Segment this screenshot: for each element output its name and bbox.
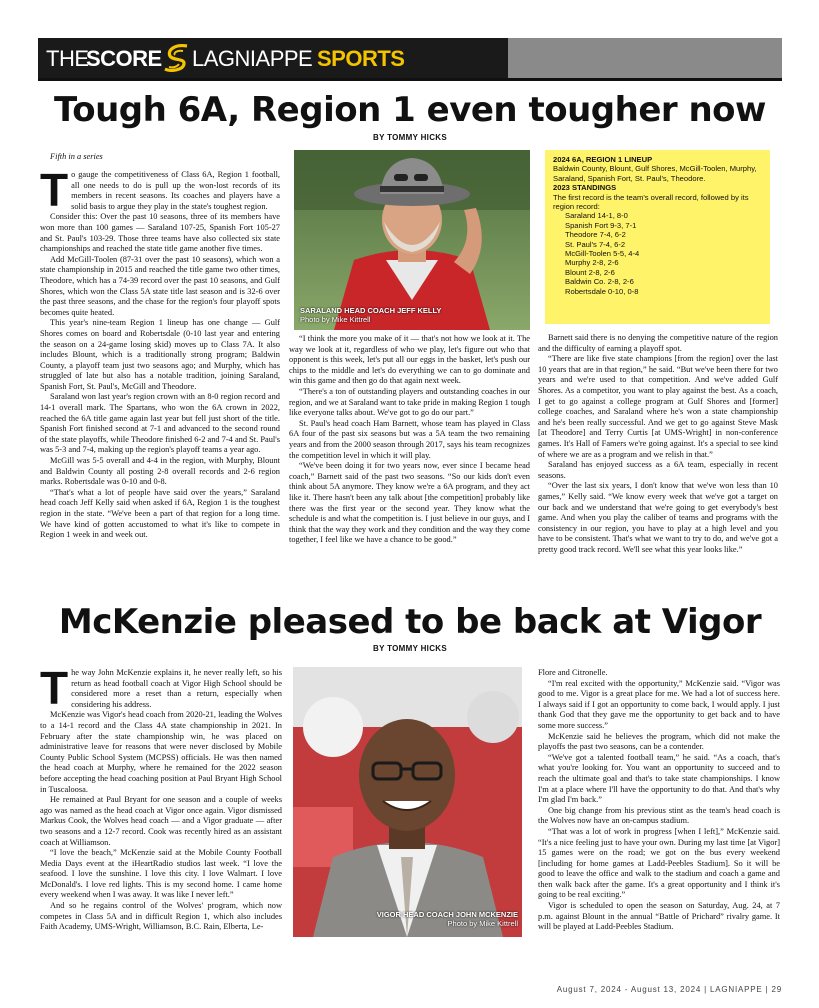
sidebar-lineup-text: Baldwin County, Blount, Gulf Shores, McGill-Toolen, Murphy, Saraland, Spanish Fort, St. Paul's, Theodore. (553, 164, 757, 183)
article2-paragraph: Flore and Citronelle. (538, 668, 608, 677)
article1-column-1 (40, 164, 280, 541)
photo1-credit: Photo by Mike Kittrell (300, 315, 371, 324)
article1-paragraph: This year's nine-team Region 1 lineup has one change — Gulf Shores comes on board and Robertsdale (0-10 last year and entering the season on a 24-game losing skid) moves up to Class 7A. It also includes Blount, which is a traditionally strong program; Baldwin County, a playoff team just two seasons ago; and Murphy, which has struggled of late but also has a notable tradition, joining Saraland, Spanish Fort, St. Paul's, McGill and Theodore. (40, 318, 280, 391)
standings-row: Murphy 2-8, 2-6 (565, 258, 619, 268)
article2-byline: BY TOMMY HICKS (373, 644, 447, 653)
sidebar-heading-lineup: 2024 6A, REGION 1 LINEUP (553, 155, 653, 164)
coach-mckenzie-illustration (293, 667, 522, 937)
photo-john-mckenzie (293, 667, 522, 937)
article1-paragraph: Saraland won last year's region crown with an 8-0 region record and 14-1 overall mark. The Spartans, who won the 6A crown in 2022, reached the 6A title game again last year but fell just short of the title. Spanish Fort finished second at 7-1 and advanced to the second round of the state playoffs, while Theodore finished 6-2 and 7-4 and St. Paul's was 5-3 and 7-4, making up the region's playoff teams a year ago. (40, 392, 280, 455)
article1-paragraph: “Over the last six years, I don't know that we've won less than 10 games,” Kelly said. “We know every week that we've got a target on our back and we understand that we're going to get everybody's best game. And when you play the caliber of teams and programs with the consistency in our region, you have to play at a high level and you have to be consistent. That's what we want to try to do, and we've got a pretty good track record. We'll see what this year looks like.” (538, 481, 778, 554)
article2-paragraph: he way John McKenzie explains it, he never really left, so his return as head football coach at Vigor High School should be considered more a reset than a return, especially when considering his address. (71, 668, 282, 709)
article1-headline: Tough 6A, Region 1 even tougher now (54, 90, 766, 130)
article2-paragraph: He remained at Paul Bryant for one season and a couple of weeks ago was named as the head coach at Vigor once again. Vigor dismissed Markus Cook, the Wolves head coach — and a Vigor graduate — after two seasons and a 12-7 record. Cook was recently hired as an assistant coach at Williamson. (40, 795, 282, 847)
article2-paragraph: “We've got a talented football team,” he said. “As a coach, that's what you're looking for. You want an opportunity to succeed and to reach the ultimate goal and that's to take state championships. I know I'm at a place where I'll have the opportunity to do that. And that's why I'm glad I'm back.” (538, 752, 780, 805)
photo1-caption (300, 306, 441, 324)
masthead-underline (38, 78, 782, 81)
article2-paragraph: McKenzie was Vigor's head coach from 2020-21, leading the Wolves to a 14-1 record and the Class 4A state championship in 2021. In February after the state championship win, he was placed on administrative leave for reasons that were never disclosed by Mobile County Public School System (MCPSS) officials. He was then named the head coach at Murphy, where he remained for the 2022 season before accepting the head coaching position at Paul Bryant High School in Tuscaloosa. (40, 710, 282, 794)
standings-row: St. Paul's 7-4, 6-2 (565, 239, 626, 249)
article1-paragraph: “I think the more you make of it — that's not how we look at it. The way we look at it, regardless of who we play, let's figure out who that opponent is this week, let's put all our eggs in the basket, let's push our chips to the middle and let's do everything we can to go dominate and win this game and then go do that again next week. (289, 334, 530, 386)
standings-row: Saraland 14-1, 8-0 (565, 211, 628, 221)
article1-column-2 (289, 334, 530, 546)
lagniappe-swirl-logo-icon (161, 42, 191, 76)
article1-paragraph: “There are like five state champions [from the region] over the last 10 years that are in that region,” he said. “But we've been there for two years and we're used to that competition. And we've added Gulf Shores. As a competitor, you want to play against the best. As a coach, I get to go against a college program at Gulf Shores and [former] college coaches, and Saraland where he's won a state championship and he's been really successful. And we get to go against Steve Mask [at Theodore] and Terry Curtis [at UMS-Wright] in non-conference games. It's Hall of Famers we're going against. It's a special to see kind of where we are as a program and we relish in that.” (538, 354, 778, 459)
article1-paragraph: Add McGill-Toolen (87-31 over the past 10 seasons), which won a state championship in 2015 and reached the title game two other times, Theodore, which has a 74-39 record over the past 10 seasons, and Gulf Shores, which won the Class 5A state title last season and is 32-6 over the past three seasons, and the chase for the region's four playoff spots becomes quite heated. (40, 254, 280, 317)
masthead-sports: SPORTS (317, 46, 405, 71)
article1-byline: BY TOMMY HICKS (373, 133, 447, 142)
sidebar-standings-note: The first record is the team's overall record, followed by its region record: (553, 192, 749, 212)
article1-paragraph: Barnett said there is no denying the competitive nature of the region and the difficulty of earning a playoff spot. (538, 333, 778, 353)
article1-paragraph: St. Paul's head coach Ham Barnett, whose team has played in Class 6A four of the past six seasons but was a 5A team the two remaining years and from the 2000 season through 2017, says his team recognizes the competition level in which it will play. (289, 418, 530, 460)
photo2-caption (300, 910, 518, 928)
article1-column-3 (538, 333, 778, 555)
photo-jeff-kelly (294, 150, 530, 330)
article2-headline: McKenzie pleased to be back at Vigor (58, 602, 762, 642)
photo2-credit: Photo by Mike Kittrell (447, 919, 518, 928)
article2-paragraph: “I'm real excited with the opportunity,” McKenzie said. “Vigor was good to me. Vigor is a great place for me. We had a lot of success here. I always said if I got an opportunity to come back, I would apply. I just thank God that they gave me the opportunity to get back and to have some more success.” (538, 678, 780, 730)
masthead-lagniappe: LAGNIAPPE (192, 46, 313, 71)
standings-row: Blount 2-8, 2-6 (565, 267, 615, 277)
photo1-caption-text: SARALAND HEAD COACH JEFF KELLY (300, 306, 442, 315)
region-lineup-sidebar (545, 150, 770, 324)
article2-column-1 (40, 662, 282, 933)
article1-paragraph: McGill was 5-5 overall and 4-4 in the region, with Murphy, Blount and Baldwin County all posting 2-8 overall records and 2-6 region marks. Robertsdale was 0-10 and 0-8. (40, 456, 280, 487)
standings-row: Robertsdale 0-10, 0-8 (565, 286, 639, 296)
article1-paragraph: “There's a ton of outstanding players and outstanding coaches in our region, and we at Saraland want to take pride in making Region 1 tough like everyone talks about. We've got to go do our part.” (289, 386, 530, 418)
article1-paragraph: o gauge the competitiveness of Class 6A, Region 1 football, all one needs to do is pull up the won-lost records of its members in recent seasons. Its coaches and players have a solid basis to argue they play in the state's toughest region. (71, 170, 280, 211)
page-footer: August 7, 2024 - August 13, 2024 | LAGNIAPPE | 29 (556, 985, 782, 994)
article1-paragraph: Saraland has enjoyed success as a 6A team, especially in recent seasons. (538, 460, 778, 480)
standings-row: Baldwin Co. 2-8, 2-6 (565, 277, 634, 287)
masthead-the: THE (46, 46, 89, 71)
article2-paragraph: And so he regains control of the Wolves' program, which now competes in Class 5A and in difficult Region 1, which also includes Faith Academy, UMS-Wright, Williamson, B.C. Rain, Elberta, Le- (40, 901, 282, 932)
photo2-caption-text: VIGOR HEAD COACH JOHN MCKENZIE (376, 910, 518, 919)
article2-paragraph: One big change from his previous stint as the team's head coach is the Wolves now have an on-campus stadium. (538, 805, 780, 826)
standings-row: McGill-Toolen 5-5, 4-4 (565, 249, 640, 259)
article2-paragraph: “That was a lot of work in progress [when I left],” McKenzie said. “It's a nice feeling just to have your own. During my last time [at Vigor] 15 games were on the road; we got on the bus every weekend [including for home games at Ladd-Peebles Stadium]. So it will be good to leave the office and walk to the stadium and coach a game and then walk back after the game. It's a great opportunity and I think it's going to be real exciting.” (538, 826, 780, 900)
article2-dropcap: T (40, 662, 69, 714)
sidebar-heading-standings: 2023 STANDINGS (553, 183, 617, 193)
article2-paragraph: McKenzie said he believes the program, which did not make the playoffs the past two seasons, can be a contender. (538, 731, 780, 752)
article1-paragraph: “That's what a lot of people have said over the years,” Saraland head coach Jeff Kelly said when asked if 6A, Region 1 is the toughest region in the state. “We've been a part of that region for a long time. We have kind of gotten accustomed to what it's like to compete in Region 1 week in and week out. (40, 487, 280, 540)
masthead-score: SCORE (86, 46, 162, 71)
standings-row: Spanish Fort 9-3, 7-1 (565, 220, 637, 230)
article1-series-label: Fifth in a series (50, 152, 103, 161)
article2-column-3 (538, 668, 780, 933)
article1-paragraph: “We've been doing it for two years now, ever since I became head coach,” Barnett said of the past two seasons. “So our kids don't even think about 5A anymore. They know we're a 6A program, and they act like it. There hasn't been any talk about [the competition] probably like there was the first year or the second year. They know what the schedule is and what the competition is. I just believe in our guys, and I think that the way they work and they condition and the way they come together, I feel like we have a chance to be good.” (289, 461, 530, 545)
article2-paragraph: Vigor is scheduled to open the season on Saturday, Aug. 24, at 7 p.m. against Blount in the annual “Battle of Prichard” rivalry game. It will be played at Ladd-Peebles Stadium. (538, 901, 780, 932)
coach-kelly-illustration (294, 150, 530, 330)
article1-dropcap: T (40, 164, 69, 216)
article1-paragraph: Consider this: Over the past 10 seasons, three of its members have won more than 100 games — Saraland 107-25, Spanish Fort 105-27 and St. Paul's 103-29. Those three teams have also collected six state championships and reached the state title game another five times. (40, 212, 280, 254)
standings-row: Theodore 7-4, 6-2 (565, 230, 626, 240)
article2-paragraph: “I love the beach,” McKenzie said at the Mobile County Football Media Days event at the iHeartRadio studios last week. “I love the seafood. I love the sunshine. I love this city. I love Walmart. I love McDonald's. I love red lights. This is my second home. I came home every weekend when I was away. It was like I never left.” (40, 848, 282, 900)
